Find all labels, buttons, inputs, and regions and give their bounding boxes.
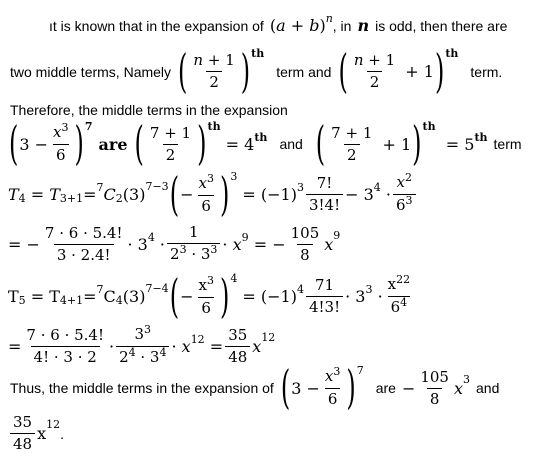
line-therefore bbox=[10, 102, 288, 118]
first-middle-term: ( $\frac{n + 1}{2}$ ) th bbox=[178, 44, 265, 99]
conclusion-and: and bbox=[476, 380, 500, 396]
term-and-text: term and bbox=[276, 63, 332, 80]
line-expansion-terms: ( 3 − $\frac{x^3}{6}$ ) 7 are ( $\frac{7 + 1}{2}$ ) th = 4th and ( $\frac{7 + 1}{2}$ + 1 ) th = 5th term bbox=[9, 117, 522, 171]
line-final-term: $\frac{35}{48}$ x 12 . bbox=[8, 414, 64, 453]
middle-terms-label: two middle terms, Namely bbox=[10, 63, 172, 80]
line-t4: T 4 = T 3+1 = 7 C 2 (3) 7−3 ( − $\frac{x^3}{6}$ ) 3 = $(-1)^3$ $\frac{7!}{3!4!}$ − $3^4$ · $\frac{x^2}{6^3}$ bbox=[8, 174, 418, 215]
intro-text: ıt is known that in the expansion of bbox=[49, 17, 264, 34]
term-end-text: term. bbox=[470, 63, 503, 80]
line-t5-simplified: = $\frac{7 \cdot 6 \cdot 5.4!}{4! \cdot 3 \cdot 2}$ · $\frac{3^3}{2^4 \cdot 3^4}$ · $x^{12}$ = $\frac{35}{48}$ x 12 bbox=[8, 323, 276, 366]
therefore-text: Therefore, the middle terms in the expansion bbox=[10, 102, 288, 118]
line-conclusion: Thus, the middle terms in the expansion of ( 3 − $\frac{x^3}{6}$ ) 7 are − $\frac{105}{8}$ x 3 and bbox=[10, 361, 500, 415]
second-middle-term: ( $\frac{n + 1}{2}$ + 1 ) th bbox=[338, 44, 459, 99]
are-word: are bbox=[98, 134, 128, 154]
line-middle-terms-def bbox=[10, 44, 503, 99]
intro-mid-text: , in bbox=[332, 17, 352, 34]
conclusion-are: are bbox=[375, 380, 396, 396]
term-word: term bbox=[493, 136, 522, 152]
n-symbol: n bbox=[357, 16, 370, 35]
line-t5: T 5 = T 4+1 = 7 C 4 (3) 7−4 ( − $\frac{x^3}{6}$ ) 4 = $(-1)^4$ $\frac{71}{4!3!}$ · $3^3$ · $\frac{x^{22}}{6^4}$ bbox=[8, 269, 411, 324]
line-intro bbox=[49, 12, 508, 35]
binomial-expression: $(a + b)^n$ bbox=[269, 12, 333, 35]
intro-suffix-text: is odd, then there are bbox=[375, 17, 508, 34]
and-word: and bbox=[279, 136, 303, 152]
conclusion-text: Thus, the middle terms in the expansion of bbox=[10, 380, 274, 396]
line-t4-simplified: = − $\frac{7 \cdot 6 \cdot 5.4!}{3 \cdot 2.4!}$ · $3^4$ · $\frac{1}{2^3 \cdot 3^3}$ · $x^9$ = − $\frac{105}{8}$ x 9 bbox=[8, 223, 341, 264]
